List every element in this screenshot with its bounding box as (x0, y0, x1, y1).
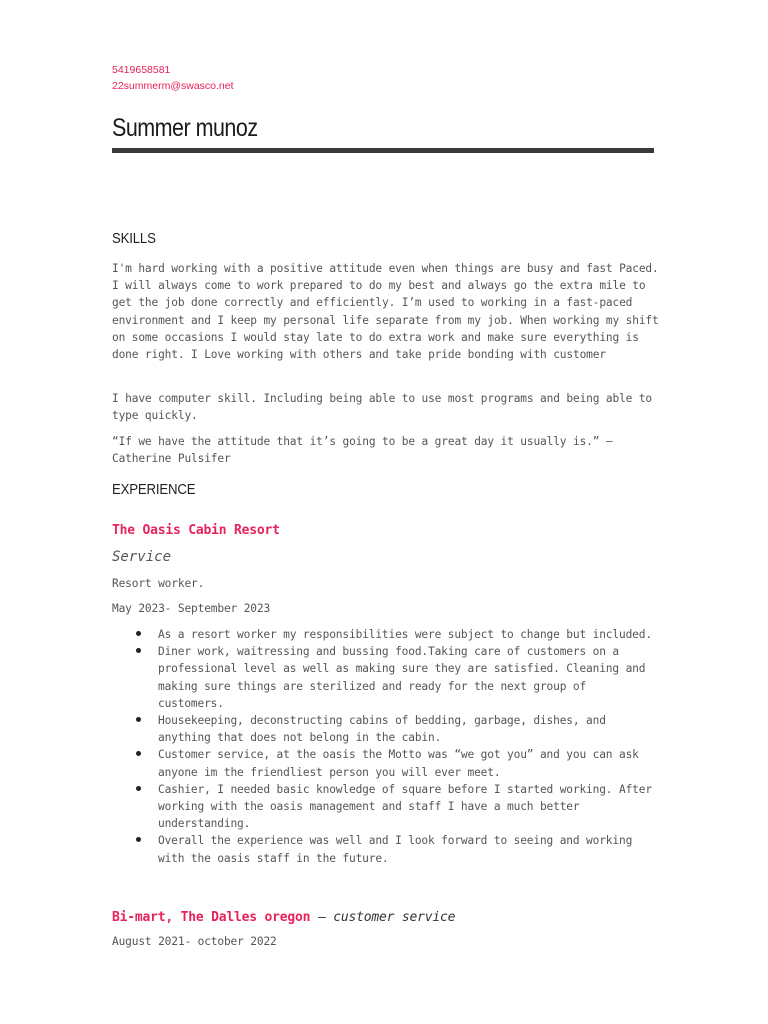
skills-paragraph-2: I have computer skill. Including being able to use most programs and being able to type quickly. (112, 392, 653, 423)
job-company-2: Bi-mart, The Dalles oregon (112, 910, 311, 925)
name-divider (112, 148, 654, 153)
bullet-icon (136, 837, 141, 842)
list-item (136, 832, 656, 866)
job-company: The Oasis Cabin Resort (112, 523, 280, 538)
list-item (136, 626, 656, 643)
email-address: 22summerm@swasco.net (112, 80, 234, 92)
bullet-icon (136, 717, 141, 722)
bullet-icon (136, 631, 141, 636)
list-item-text: Customer service, at the oasis the Motto was “we got you” and you can ask anyone im the friendliest person you will ever meet. (158, 748, 639, 779)
list-item-text: Diner work, waitressing and bussing food.Taking care of customers on a professional level as well as making sure they are satisfied. Cleaning and making sure things are sterilized and ready for the next group of customers. (158, 645, 646, 710)
list-item-text: Housekeeping, deconstructing cabins of bedding, garbage, dishes, and anything that does not belong in the cabin. (158, 714, 606, 745)
list-item-text: As a resort worker my responsibilities were subject to change but included. (158, 628, 652, 641)
list-item-text: Overall the experience was well and I look forward to seeing and working with the oasis staff in the future. (158, 834, 633, 865)
job-separator: — (317, 910, 326, 925)
bullet-icon (136, 648, 141, 653)
list-item-text: Cashier, I needed basic knowledge of square before I started working. After working with the oasis management and staff I have a much better understanding. (158, 782, 652, 831)
list-item (136, 781, 656, 833)
job-description: Resort worker. (112, 577, 205, 590)
bullet-icon (136, 786, 141, 791)
list-item (136, 643, 656, 712)
contact-block (112, 62, 234, 94)
experience-heading: EXPERIENCE (112, 481, 196, 498)
job-role-2: customer service (333, 910, 456, 925)
job-responsibilities-list (136, 626, 656, 867)
candidate-name: Summer munoz (112, 114, 258, 142)
bullet-icon (136, 751, 141, 756)
skills-heading: SKILLS (112, 230, 156, 247)
phone-number: 5419658581 (112, 64, 171, 76)
list-item (136, 746, 656, 780)
job-dates-2: August 2021- october 2022 (112, 935, 277, 948)
skills-quote: “If we have the attitude that it’s going to be a great day it usually is.” – Catherine Pulsifer (112, 435, 613, 466)
list-item (136, 712, 656, 746)
job-dates: May 2023- September 2023 (112, 602, 271, 615)
job-title-line-2 (112, 910, 455, 925)
job-role: Service (112, 549, 172, 565)
skills-paragraph-1: I'm hard working with a positive attitude even when things are busy and fast Paced. I will always come to work prepared to do my best and always go the extra mile to get the job done correctly and efficiently. I’m used to working in a fast-paced environment and I keep my personal life separate from my job. When working my shift on some occasions I would stay late to do extra work and make sure everything is done right. I Love working with others and take pride bonding with customer (112, 262, 659, 362)
